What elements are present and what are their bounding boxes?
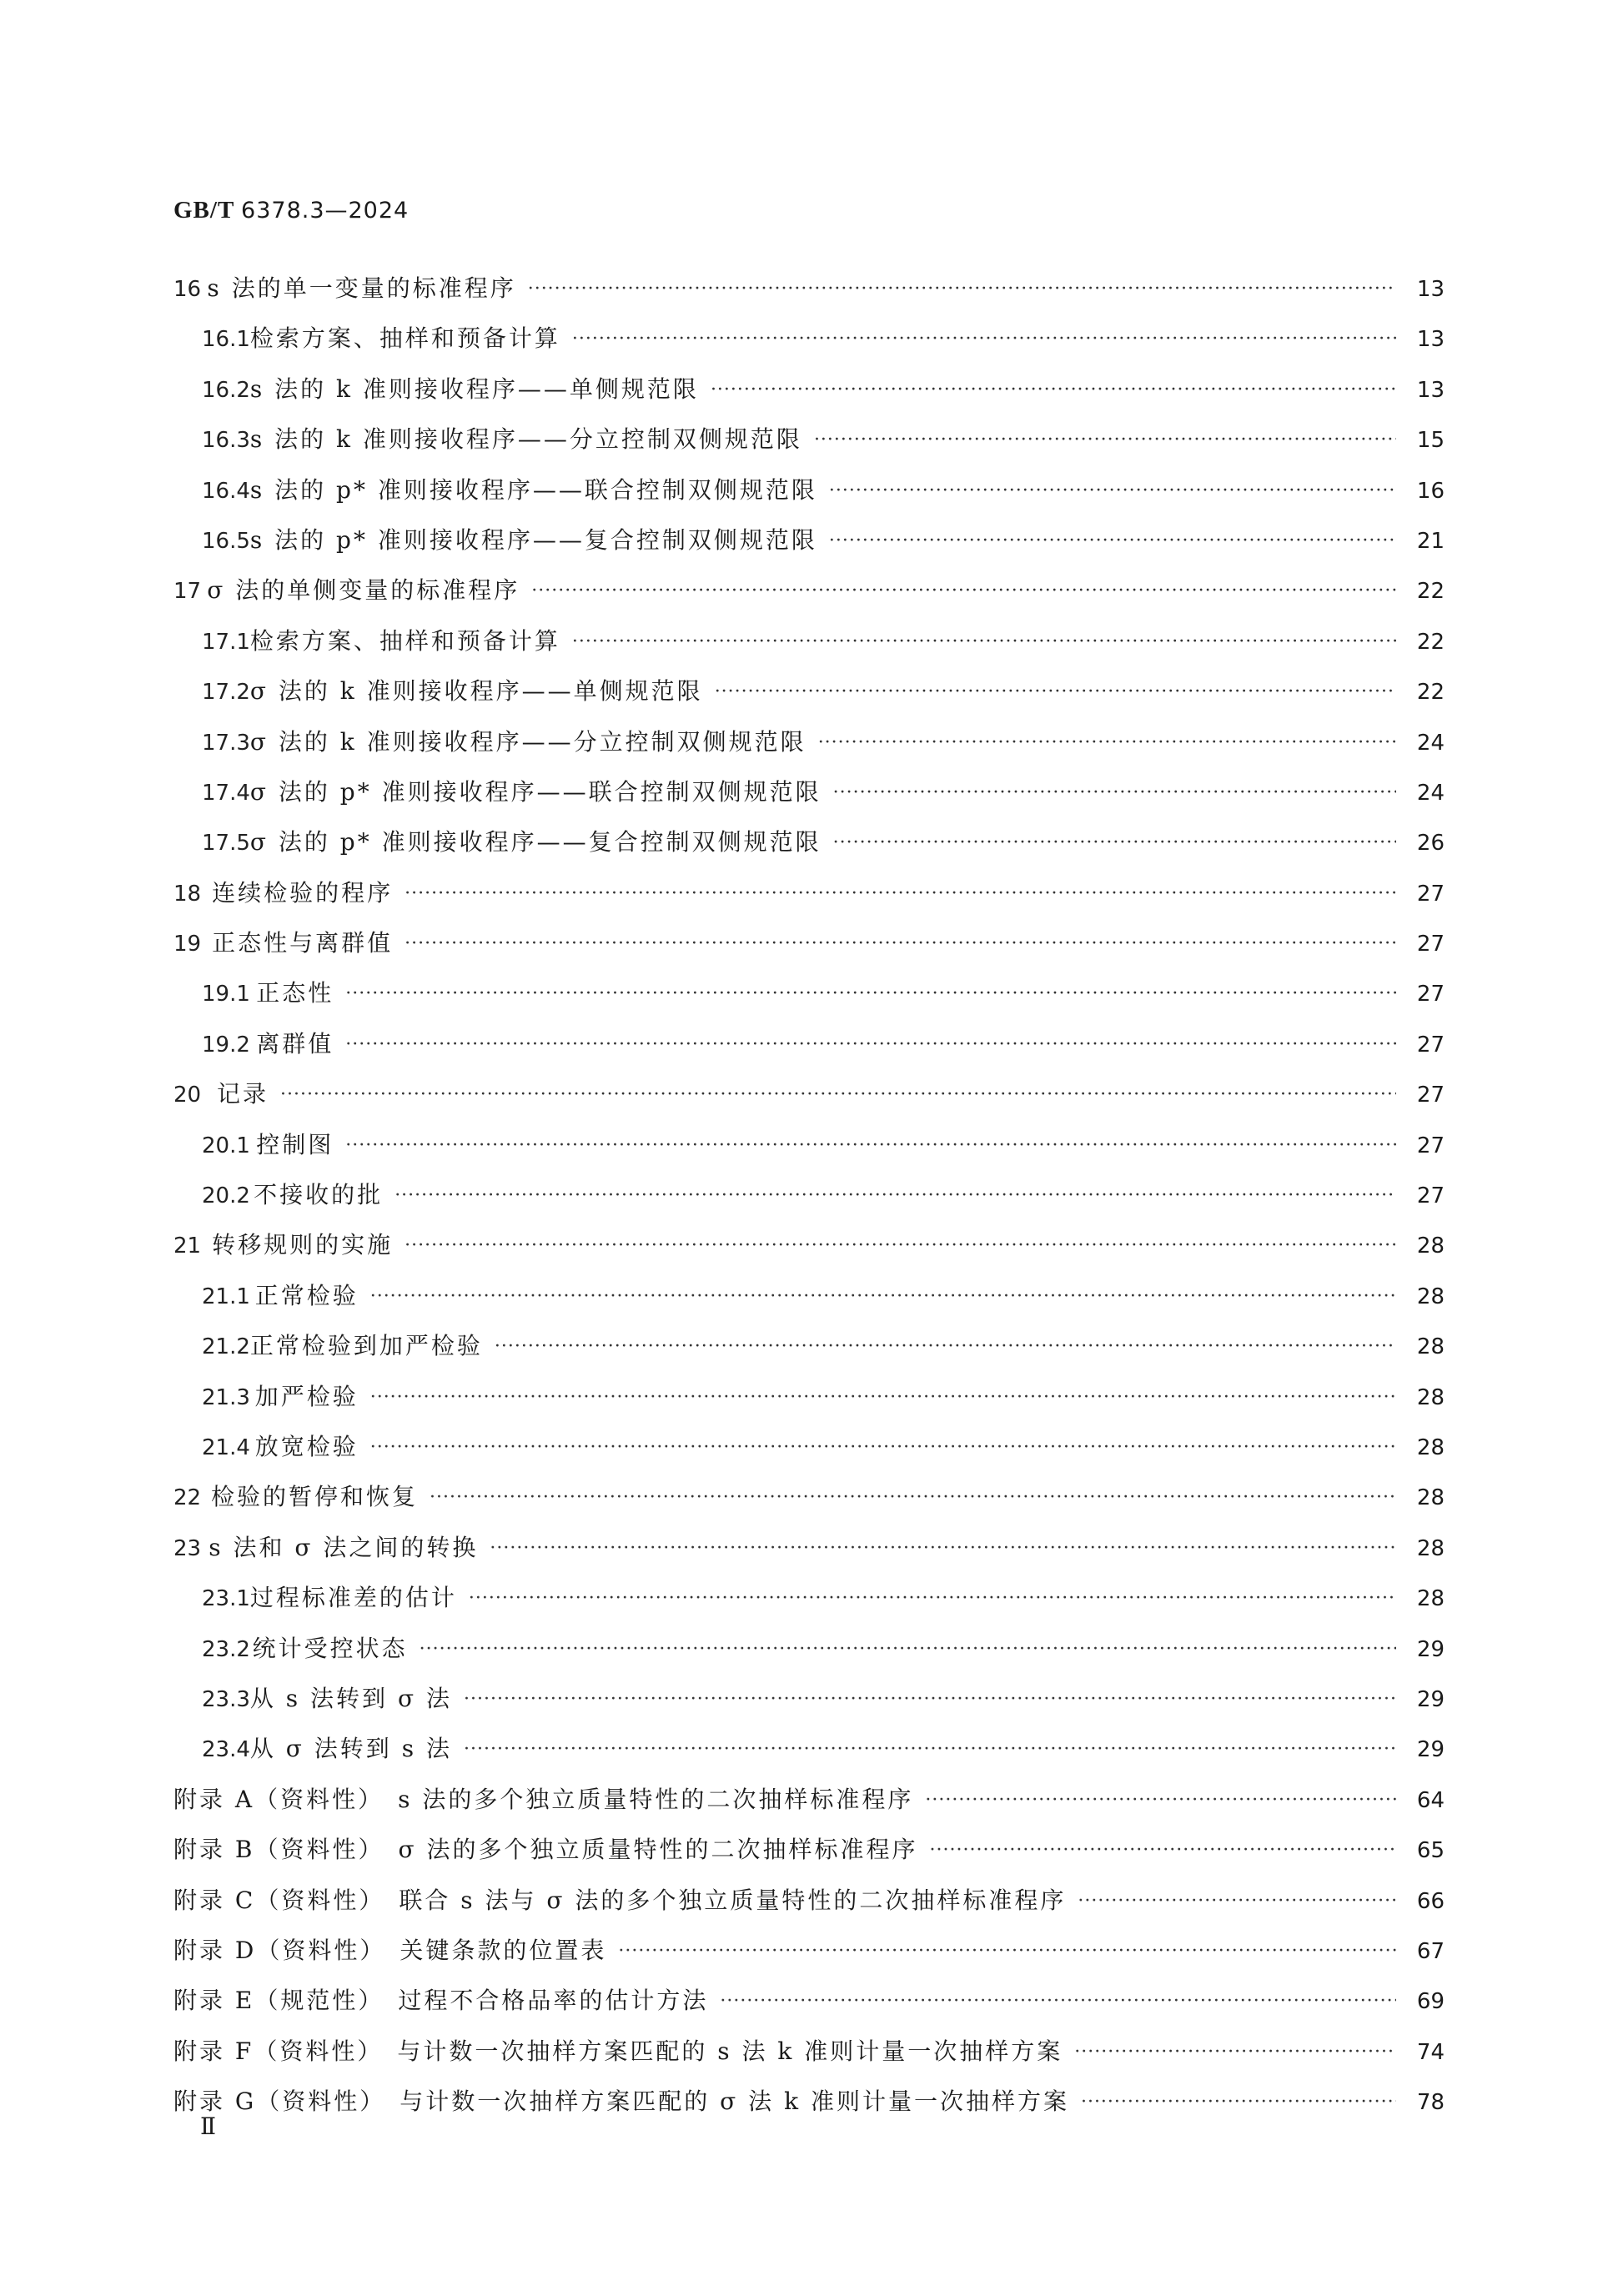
toc-dot-leader [464, 1725, 1396, 1775]
toc-entry-page: 13 [1416, 277, 1445, 302]
toc-entry-title: 放宽检验 [254, 1432, 359, 1460]
toc-entry[interactable] [173, 1220, 1445, 1270]
toc-entry-number: 17.5 [202, 831, 250, 857]
toc-entry[interactable] [173, 1321, 1445, 1371]
toc-entry[interactable] [173, 767, 1445, 817]
toc-entry-page: 28 [1416, 1586, 1445, 1612]
toc-entry[interactable] [173, 1271, 1445, 1321]
toc-entry-number: 23.3 [202, 1686, 250, 1712]
toc-dot-leader [711, 365, 1396, 415]
toc-entry[interactable] [173, 1674, 1445, 1724]
toc-dot-leader [930, 1826, 1397, 1876]
document-header [173, 197, 409, 224]
toc-entry-page: 27 [1416, 932, 1445, 957]
toc-entry-title: s 法的 k 准则接收程序——分立控制双侧规范限 [249, 425, 802, 454]
toc-dot-leader [345, 1020, 1396, 1070]
toc-dot-leader [394, 1171, 1396, 1221]
toc-entry-page: 15 [1416, 428, 1445, 454]
toc-entry[interactable] [173, 1976, 1445, 2026]
toc-entry-page: 13 [1416, 377, 1445, 403]
toc-entry-number: 16.4 [202, 478, 250, 504]
toc-entry[interactable] [173, 465, 1445, 515]
toc-entry-number: 23.4 [202, 1737, 250, 1763]
toc-entry-title: 不接收的批 [254, 1181, 384, 1209]
toc-entry-number: 16.5 [202, 528, 250, 554]
toc-entry-page: 28 [1416, 1384, 1445, 1410]
toc-entry-page: 22 [1416, 579, 1445, 605]
toc-dot-leader [829, 516, 1396, 566]
toc-entry-title: σ 法的 k 准则接收程序——分立控制双侧规范限 [249, 727, 806, 756]
toc-entry-number: 21.4 [202, 1434, 250, 1460]
toc-entry-number: 17.1 [202, 629, 250, 655]
toc-entry-number: 16.3 [202, 428, 250, 454]
toc-dot-leader [720, 1977, 1396, 2027]
toc-entry[interactable] [173, 1724, 1445, 1774]
toc-entry[interactable] [173, 868, 1445, 918]
toc-entry-number: 22 [173, 1485, 202, 1511]
toc-entry-number: 16.1 [202, 327, 250, 353]
toc-entry-number: 20.1 [202, 1133, 250, 1158]
toc-entry-number: 21.3 [202, 1384, 250, 1410]
toc-entry[interactable] [173, 2027, 1445, 2077]
toc-entry[interactable] [173, 1573, 1445, 1623]
toc-entry-page: 22 [1416, 629, 1445, 655]
toc-entry-title: 检验的暂停和恢复 [211, 1483, 419, 1511]
toc-entry[interactable] [173, 1069, 1445, 1119]
toc-entry-title: s 法和 σ 法之间的转换 [209, 1533, 479, 1561]
toc-entry-number: 21.1 [202, 1284, 250, 1309]
toc-entry-title: 附录 A（资料性） s 法的多个独立质量特性的二次抽样标准程序 [173, 1785, 914, 1813]
toc-entry-title: s 法的 p* 准则接收程序——联合控制双侧规范限 [249, 475, 817, 504]
toc-entry-page: 27 [1416, 1083, 1445, 1108]
toc-entry[interactable] [173, 1523, 1445, 1573]
toc-entry-title: 从 σ 法转到 s 法 [249, 1735, 452, 1763]
toc-entry-page: 78 [1416, 2090, 1445, 2116]
toc-entry-page: 28 [1416, 1233, 1445, 1259]
toc-entry[interactable] [173, 1775, 1445, 1825]
toc-entry-number: 17.2 [202, 680, 250, 706]
toc-entry-number: 17 [173, 579, 202, 605]
toc-entry-page: 66 [1416, 1888, 1445, 1914]
toc-entry[interactable] [173, 1120, 1445, 1170]
toc-entry-title: 附录 E（规范性） 过程不合格品率的估计方法 [173, 1987, 709, 2015]
toc-entry[interactable] [173, 364, 1445, 414]
toc-dot-leader [370, 1373, 1396, 1423]
toc-dot-leader [1074, 2027, 1396, 2077]
toc-dot-leader [925, 1776, 1396, 1826]
toc-entry-number: 17.4 [202, 780, 250, 806]
toc-entry-page: 29 [1416, 1636, 1445, 1662]
toc-dot-leader [404, 919, 1396, 969]
toc-entry-title: 统计受控状态 [252, 1634, 408, 1662]
toc-entry-title: s 法的单一变量的标准程序 [207, 274, 516, 302]
toc-entry-title: σ 法的单侧变量的标准程序 [207, 576, 520, 605]
toc-entry-title: σ 法的 k 准则接收程序——单侧规范限 [249, 677, 703, 706]
toc-entry-page: 29 [1416, 1737, 1445, 1763]
toc-entry[interactable] [173, 414, 1445, 465]
toc-entry-page: 64 [1416, 1787, 1445, 1813]
toc-entry[interactable] [173, 1170, 1445, 1220]
toc-entry-page: 28 [1416, 1434, 1445, 1460]
toc-entry[interactable] [173, 264, 1445, 314]
toc-dot-leader [469, 1574, 1396, 1624]
toc-dot-leader [490, 1524, 1396, 1574]
toc-entry-title: 离群值 [256, 1029, 334, 1058]
toc-entry-title: 附录 B（资料性） σ 法的多个独立质量特性的二次抽样标准程序 [173, 1836, 918, 1864]
toc-entry-number: 23.1 [202, 1586, 250, 1612]
toc-dot-leader [345, 1121, 1396, 1171]
toc-entry-number: 17.3 [202, 730, 250, 756]
toc-entry[interactable] [173, 314, 1445, 364]
toc-entry-number: 19.1 [202, 982, 250, 1007]
toc-entry-title: 过程标准差的估计 [249, 1584, 457, 1612]
toc-dot-leader [404, 1221, 1396, 1271]
toc-entry[interactable] [173, 1372, 1445, 1422]
toc-dot-leader [833, 818, 1396, 868]
toc-entry-page: 24 [1416, 780, 1445, 806]
toc-dot-leader [430, 1473, 1396, 1523]
toc-dot-leader [528, 264, 1396, 314]
toc-entry-number: 23 [173, 1535, 202, 1561]
toc-entry-page: 27 [1416, 1032, 1445, 1058]
toc-entry-number: 16 [173, 277, 202, 302]
toc-entry[interactable] [173, 1876, 1445, 1926]
toc-entry-number: 21 [173, 1233, 202, 1259]
toc-entry[interactable] [173, 918, 1445, 968]
toc-entry-page: 28 [1416, 1535, 1445, 1561]
toc-entry-title: 记录 [216, 1080, 269, 1108]
toc-entry-title: 连续检验的程序 [212, 878, 394, 907]
toc-entry-title: 附录 D（资料性） 关键条款的位置表 [173, 1936, 607, 1964]
toc-dot-leader [404, 869, 1396, 919]
toc-entry-page: 13 [1416, 327, 1445, 353]
toc-entry[interactable] [173, 968, 1445, 1018]
toc-entry-number: 21.2 [202, 1334, 250, 1360]
toc-entry-number: 23.2 [202, 1636, 250, 1662]
toc-entry-page: 27 [1416, 982, 1445, 1007]
toc-dot-leader [531, 566, 1396, 616]
toc-entry-number: 16.2 [202, 377, 250, 403]
toc-dot-leader [814, 415, 1396, 465]
toc-entry-title: σ 法的 p* 准则接收程序——联合控制双侧规范限 [249, 777, 822, 806]
toc-entry[interactable] [173, 666, 1445, 716]
toc-entry-page: 28 [1416, 1334, 1445, 1360]
toc-dot-leader [495, 1322, 1396, 1372]
page-number: Ⅱ [200, 2114, 217, 2140]
toc-dot-leader [715, 667, 1396, 717]
toc-entry-page: 28 [1416, 1485, 1445, 1511]
toc-dot-leader [618, 1927, 1396, 1977]
toc-entry-title: σ 法的 p* 准则接收程序——复合控制双侧规范限 [249, 828, 822, 857]
toc-entry-page: 26 [1416, 831, 1445, 857]
toc-dot-leader [818, 718, 1396, 768]
toc-entry-title: 转移规则的实施 [212, 1231, 394, 1259]
toc-entry-title: 控制图 [256, 1130, 334, 1158]
toc-entry[interactable] [173, 1825, 1445, 1875]
toc-entry[interactable] [173, 515, 1445, 565]
toc-entry-page: 27 [1416, 881, 1445, 907]
toc-entry-page: 27 [1416, 1133, 1445, 1158]
toc-entry-title: 加严检验 [254, 1382, 359, 1410]
toc-entry-number: 19.2 [202, 1032, 250, 1058]
toc-dot-leader [280, 1070, 1396, 1120]
toc-entry-title: 附录 G（资料性） 与计数一次抽样方案匹配的 σ 法 k 准则计量一次抽样方案 [173, 2088, 1069, 2116]
toc-entry-title: 从 s 法转到 σ 法 [249, 1684, 452, 1712]
toc-entry[interactable] [173, 2077, 1445, 2127]
toc-dot-leader [572, 617, 1396, 667]
toc-entry-page: 67 [1416, 1938, 1445, 1964]
toc-dot-leader [370, 1272, 1396, 1322]
toc-dot-leader [829, 466, 1396, 516]
toc-dot-leader [1078, 1876, 1396, 1927]
toc-entry-title: 正常检验 [254, 1281, 359, 1309]
toc-entry-page: 74 [1416, 2039, 1445, 2065]
toc-entry[interactable] [173, 717, 1445, 767]
toc-entry-number: 20.2 [202, 1183, 250, 1209]
toc-entry-page: 69 [1416, 1989, 1445, 2015]
toc-entry-page: 65 [1416, 1838, 1445, 1864]
toc-entry-page: 24 [1416, 730, 1445, 756]
toc-entry-page: 22 [1416, 680, 1445, 706]
toc-dot-leader [370, 1423, 1396, 1473]
toc-entry-title: 检索方案、抽样和预备计算 [249, 626, 560, 655]
toc-entry-page: 29 [1416, 1686, 1445, 1712]
toc-entry-title: 正常检验到加严检验 [249, 1332, 483, 1360]
toc-entry-number: 20 [173, 1083, 202, 1108]
toc-entry-title: 附录 F（资料性） 与计数一次抽样方案匹配的 s 法 k 准则计量一次抽样方案 [173, 2037, 1063, 2065]
toc-entry-page: 27 [1416, 1183, 1445, 1209]
toc-entry-title: s 法的 k 准则接收程序——单侧规范限 [249, 374, 699, 403]
toc-entry[interactable] [173, 616, 1445, 666]
toc-entry[interactable] [173, 1624, 1445, 1674]
toc-dot-leader [833, 768, 1396, 818]
toc-entry-title: 正态性 [256, 979, 334, 1007]
toc-entry[interactable] [173, 1019, 1445, 1069]
toc-entry-title: 检索方案、抽样和预备计算 [249, 324, 560, 353]
toc-dot-leader [464, 1675, 1396, 1725]
toc-entry-title: 正态性与离群值 [212, 929, 394, 957]
toc-entry-page: 16 [1416, 478, 1445, 504]
toc-entry-title: 附录 C（资料性） 联合 s 法与 σ 法的多个独立质量特性的二次抽样标准程序 [173, 1886, 1067, 1914]
toc-dot-leader [572, 314, 1396, 364]
standard-prefix: GB/T [173, 197, 234, 224]
toc-dot-leader [420, 1625, 1396, 1675]
toc-entry-number: 18 [173, 881, 202, 907]
toc-entry-number: 19 [173, 932, 202, 957]
table-of-contents [173, 264, 1445, 2127]
standard-number: 6378.3—2024 [241, 198, 410, 224]
toc-entry-page: 21 [1416, 528, 1445, 554]
toc-entry[interactable] [173, 1472, 1445, 1522]
toc-dot-leader [345, 969, 1396, 1019]
toc-entry[interactable] [173, 1422, 1445, 1472]
toc-dot-leader [1081, 2077, 1396, 2128]
toc-entry-title: s 法的 p* 准则接收程序——复合控制双侧规范限 [249, 525, 817, 554]
toc-entry[interactable] [173, 565, 1445, 615]
toc-entry[interactable] [173, 1926, 1445, 1976]
toc-entry[interactable] [173, 817, 1445, 867]
toc-entry-page: 28 [1416, 1284, 1445, 1309]
